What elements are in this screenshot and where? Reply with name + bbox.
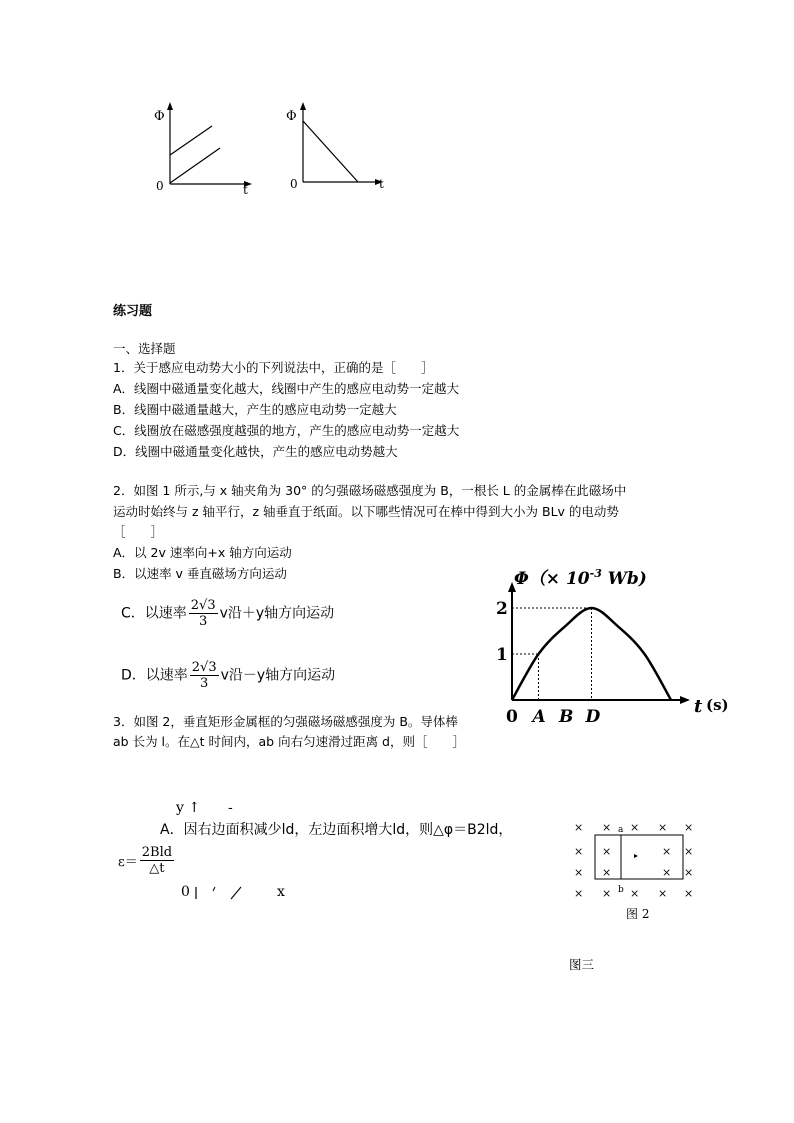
cross-mark: × (662, 866, 672, 879)
q1-option-d: D．线圈中磁通量变化越快，产生的感应电动势越大 (113, 444, 398, 459)
velocity-arrow-icon (634, 854, 638, 858)
cross-mark: × (662, 845, 672, 858)
q3-eps-fraction (140, 845, 174, 876)
figure-3-caption: 图三 (569, 957, 595, 972)
x-tick-label-b: B (559, 707, 574, 727)
fragment-x: x (277, 884, 285, 900)
q2-c-num: 2√3 (190, 598, 216, 613)
fig2-label-b: b (618, 885, 624, 895)
x-axis-arrow-icon (680, 696, 690, 704)
q2-d-suffix: v沿－y轴方向运动 (220, 667, 336, 684)
cross-mark: × (602, 866, 612, 879)
graph2-y-label: Φ (286, 109, 297, 124)
cross-mark: × (602, 821, 612, 834)
fragment-up-arrow-icon: ↑ (188, 800, 201, 816)
q2-stem-line2: 运动时始终与 z 轴平行，z 轴垂直于纸面。以下哪些情况可在棒中得到大小为 BLv 的电动势 (113, 504, 619, 519)
part-title: 一、选择题 (113, 341, 176, 356)
q3-eps-den: △t (149, 861, 165, 876)
q3-eps-formula (118, 845, 176, 876)
y-tick-label-1: 1 (496, 645, 508, 665)
graph1-origin: 0 (156, 179, 164, 193)
cross-mark: × (602, 845, 612, 858)
x-tick-label-a: A (532, 707, 546, 727)
q2-c-suffix: v沿＋y轴方向运动 (219, 605, 335, 622)
fig2-caption: 图 2 (626, 907, 650, 921)
q3-stem-line2: ab 长为 l。在△t 时间内，ab 向右匀速滑过距离 d，则［ ］ (113, 734, 465, 749)
fig2-label-a: a (618, 825, 624, 835)
q2-c-den: 3 (199, 614, 208, 629)
q2-d-den: 3 (200, 676, 209, 691)
top-graph-2 (283, 100, 393, 195)
q2-stem-line3: ［ ］ (113, 524, 164, 539)
fragment-y: y (176, 800, 184, 816)
q1-option-a: A．线圈中磁通量变化越大，线圈中产生的感应电动势一定越大 (113, 381, 460, 396)
cross-mark: × (574, 821, 584, 834)
x-tick-label-d: D (585, 707, 601, 727)
q2-option-b: B．以速率 v 垂直磁场方向运动 (113, 566, 287, 581)
fragment-axis-strokes (193, 884, 253, 902)
figure-2 (568, 815, 703, 925)
cross-mark: × (574, 845, 584, 858)
q2-option-a: A．以 2v 速率向+x 轴方向运动 (113, 545, 292, 560)
cross-mark: × (630, 887, 640, 900)
graph2-x-label: t (379, 177, 384, 191)
q2-d-prefix: D．以速率 (121, 667, 188, 684)
magnetic-field-crosses (574, 821, 693, 900)
q1-option-c: C．线圈放在磁感强度越强的地方，产生的感应电动势一定越大 (113, 423, 460, 438)
cross-mark: × (574, 887, 584, 900)
chart-y-label: $\Phi(\times 10^{-3}$ Wb) (514, 567, 647, 589)
q1-stem: 1．关于感应电动势大小的下列说法中，正确的是［ ］ (113, 360, 434, 375)
cross-mark: × (684, 866, 694, 879)
q3-option-a: A．因右边面积减少ld，左边面积增大ld，则△φ＝B2ld， (160, 822, 513, 838)
graph2-origin: 0 (290, 177, 298, 191)
fragment-origin (181, 884, 190, 900)
q3-eps-num: 2Bld (141, 845, 173, 860)
cross-mark: × (602, 887, 612, 900)
cross-mark: × (630, 821, 640, 834)
graph1-x-label: t (243, 183, 248, 195)
chart-x-label: t (694, 696, 703, 717)
y-tick-label-2: 2 (496, 599, 508, 619)
q1-option-b: B．线圈中磁通量越大，产生的感应电动势一定越大 (113, 402, 397, 417)
q2-c-fraction (189, 598, 218, 629)
cross-mark: × (684, 887, 694, 900)
graph1-y-label: Φ (154, 109, 165, 124)
q3-eps-label: ε＝ (118, 855, 138, 870)
q2-option-c (121, 598, 334, 629)
cross-mark: × (658, 887, 668, 900)
q2-stem-line1: 2．如图 1 所示,与 x 轴夹角为 30° 的匀强磁场磁感强度为 B，一根长 L 的金属棒在此磁场中 (113, 483, 627, 498)
q2-d-fraction (190, 660, 219, 691)
fragment-y-axis (176, 800, 200, 816)
q2-d-num: 2√3 (191, 660, 217, 675)
section-title: 练习题 (113, 304, 153, 319)
cross-mark: × (684, 821, 694, 834)
cross-mark: × (658, 821, 668, 834)
fragment-dash: - (228, 800, 233, 816)
chart-x-unit: (s) (706, 696, 729, 714)
fragment-zero: 0 (181, 884, 190, 900)
cross-mark: × (574, 866, 584, 879)
top-graph-1 (150, 100, 260, 195)
x-tick-label-0: 0 (506, 707, 518, 727)
q2-option-d (121, 660, 335, 691)
cross-mark: × (684, 845, 694, 858)
q3-stem-line1: 3．如图 2，垂直矩形金属框的匀强磁场磁感强度为 B。导体棒 (113, 714, 458, 729)
phi-t-chart (480, 560, 740, 735)
q2-c-prefix: C．以速率 (121, 605, 187, 622)
